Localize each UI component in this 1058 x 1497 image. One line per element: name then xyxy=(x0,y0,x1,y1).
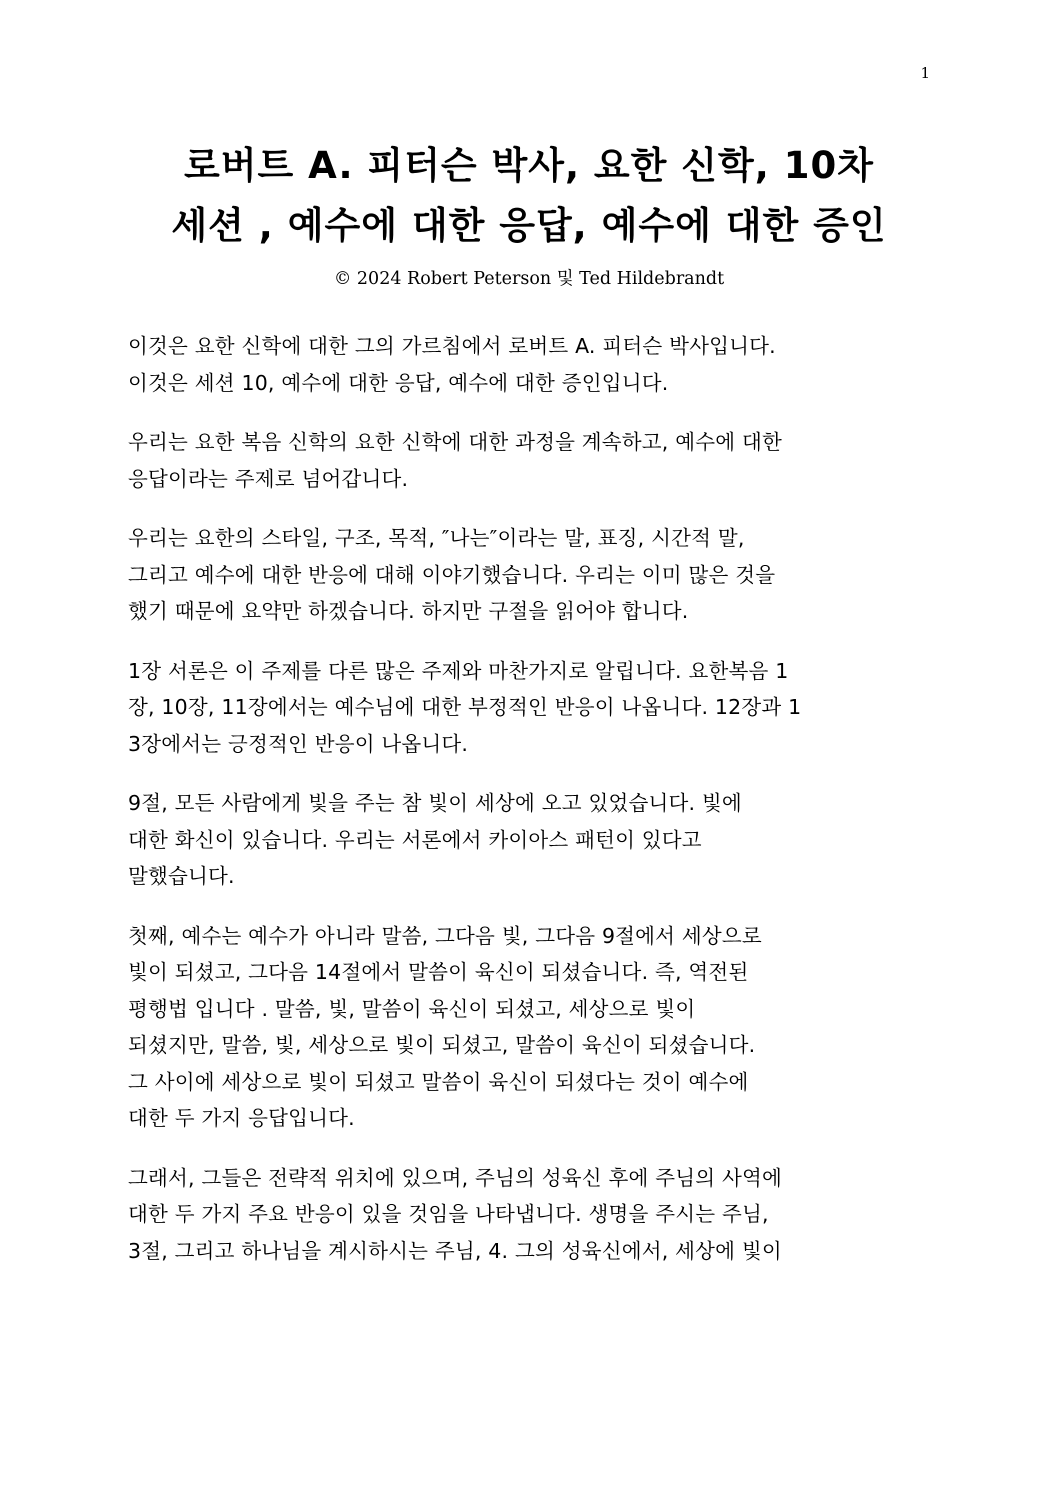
paragraph-line: 응답이라는 주제로 넘어갑니다. xyxy=(128,466,409,491)
paragraph-line: 평행법 입니다 . 말씀, 빛, 말씀이 육신이 되셨고, 세상으로 빛이 xyxy=(128,996,696,1021)
document-title xyxy=(100,136,958,256)
paragraph-line: 첫째, 예수는 예수가 아니라 말씀, 그다음 빛, 그다음 9절에서 세상으로 xyxy=(128,923,762,948)
paragraph-7 xyxy=(128,1160,943,1270)
paragraph-line: 그리고 예수에 대한 반응에 대해 이야기했습니다. 우리는 이미 많은 것을 xyxy=(128,562,776,587)
paragraph-line: 대한 두 가지 주요 반응이 있을 것임을 나타냅니다. 생명을 주시는 주님, xyxy=(128,1202,769,1226)
paragraph-line: 빛이 되셨고, 그다음 14절에서 말씀이 육신이 되셨습니다. 즉, 역전된 xyxy=(128,960,749,984)
paragraph-line: 그 사이에 세상으로 빛이 되셨고 말씀이 육신이 되셨다는 것이 예수에 xyxy=(128,1069,749,1094)
paragraph-line: 되셨지만, 말씀, 빛, 세상으로 빛이 되셨고, 말씀이 육신이 되셨습니다. xyxy=(128,1033,756,1057)
paragraph-line: 그래서, 그들은 전략적 위치에 있으며, 주님의 성육신 후에 주님의 사역에 xyxy=(128,1165,782,1190)
paragraph-line: 이것은 세션 10, 예수에 대한 응답, 예수에 대한 증인입니다. xyxy=(128,370,669,395)
paragraph-1 xyxy=(128,328,943,401)
title-line-1: 로버트 A. 피터슨 박사, 요한 신학, 10차 xyxy=(184,144,874,187)
paragraph-2 xyxy=(128,424,943,497)
paragraph-4 xyxy=(128,653,943,763)
paragraph-line: 9절, 모든 사람에게 빛을 주는 참 빛이 세상에 오고 있었습니다. 빛에 xyxy=(128,791,742,815)
paragraph-line: 장, 10장, 11장에서는 예수님에 대한 부정적인 반응이 나옵니다. 12장과 1 xyxy=(128,695,802,719)
document-body xyxy=(128,328,943,1292)
paragraph-line: 말했습니다. xyxy=(128,864,235,888)
paragraph-line: 대한 두 가지 응답입니다. xyxy=(128,1106,355,1130)
title-line-2: 세션 , 예수에 대한 응답, 예수에 대한 증인 xyxy=(171,204,887,247)
paragraph-line: 3절, 그리고 하나님을 계시하시는 주님, 4. 그의 성육신에서, 세상에 빛이 xyxy=(128,1238,782,1263)
paragraph-6 xyxy=(128,918,943,1137)
paragraph-3 xyxy=(128,520,943,630)
paragraph-line: 우리는 요한 복음 신학의 요한 신학에 대한 과정을 계속하고, 예수에 대한 xyxy=(128,430,782,454)
paragraph-line: 대한 화신이 있습니다. 우리는 서론에서 카이아스 패턴이 있다고 xyxy=(128,827,702,852)
paragraph-line: 이것은 요한 신학에 대한 그의 가르침에서 로버트 A. 피터슨 박사입니다. xyxy=(128,334,776,358)
paragraph-line: 우리는 요한의 스타일, 구조, 목적, ″나는″이라는 말, 표징, 시간적 말, xyxy=(128,526,745,550)
paragraph-line: 했기 때문에 요약만 하겠습니다. 하지만 구절을 읽어야 합니다. xyxy=(128,599,689,623)
paragraph-5 xyxy=(128,785,943,895)
page-number: 1 xyxy=(920,64,930,82)
copyright-notice: © 2024 Robert Peterson 및 Ted Hildebrandt xyxy=(333,269,725,289)
paragraph-line: 3장에서는 긍정적인 반응이 나옵니다. xyxy=(128,731,469,756)
paragraph-line: 1장 서론은 이 주제를 다른 많은 주제와 마찬가지로 알립니다. 요한복음 1 xyxy=(128,658,789,683)
